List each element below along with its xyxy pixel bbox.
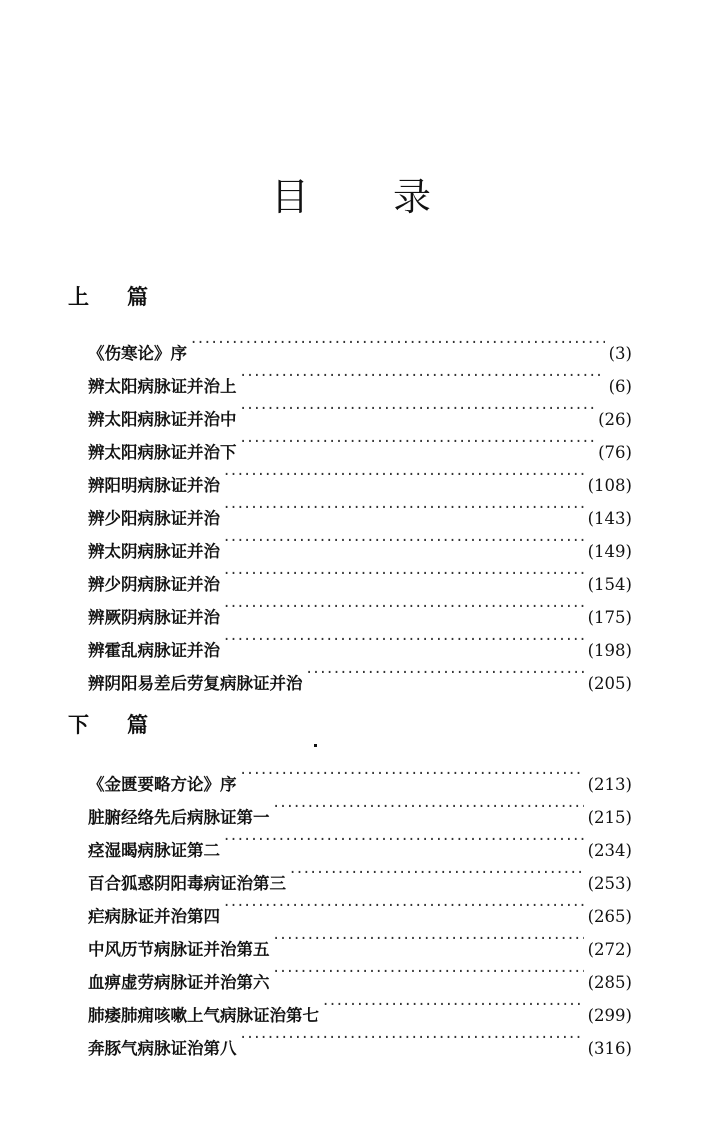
dot-leader	[191, 326, 605, 359]
section-heading-lower-part2: 篇	[127, 713, 148, 737]
dot-leader	[274, 922, 584, 955]
dot-leader	[224, 823, 584, 856]
section-heading-upper-part1: 上	[68, 285, 89, 309]
toc-entry-page: (213)	[587, 775, 632, 794]
toc-entry-label: 辨太阳病脉证并治上	[88, 377, 237, 396]
toc-entry-page: (272)	[587, 940, 632, 959]
toc-entry-page: (175)	[587, 608, 632, 627]
toc-entry-page: (205)	[587, 674, 632, 693]
toc-entry-page: (265)	[587, 907, 632, 926]
toc-entry-label: 奔豚气病脉证治第八	[88, 1039, 237, 1058]
toc-entry-page: (76)	[598, 443, 632, 462]
toc-entry-page: (299)	[587, 1006, 632, 1025]
dot-leader	[224, 458, 584, 491]
dot-leader	[307, 656, 584, 689]
section-heading-lower	[68, 712, 148, 738]
toc-list-upper	[88, 326, 632, 693]
toc-entry-label: 痉湿暍病脉证第二	[88, 841, 220, 860]
dot-leader	[224, 590, 584, 623]
toc-entry-label: 血痹虚劳病脉证并治第六	[88, 973, 270, 992]
dot-leader	[323, 988, 584, 1021]
toc-entry-page: (198)	[587, 641, 632, 660]
toc-entry-label: 《伤寒论》序	[88, 344, 187, 363]
toc-entry-label: 中风历节病脉证并治第五	[88, 940, 270, 959]
dot-leader	[224, 524, 584, 557]
dot-leader	[290, 856, 584, 889]
toc-entry-page: (253)	[587, 874, 632, 893]
dot-leader	[224, 889, 584, 922]
toc-entry-label: 辨阴阳易差后劳复病脉证并治	[88, 674, 303, 693]
dot-leader	[224, 491, 584, 524]
dot-leader	[224, 623, 584, 656]
dot-leader	[274, 955, 584, 988]
page-title-char-2: 录	[393, 175, 432, 219]
toc-entry-label: 辨太阳病脉证并治中	[88, 410, 237, 429]
toc-entry-page: (143)	[587, 509, 632, 528]
section-heading-upper-part2: 篇	[127, 285, 148, 309]
toc-entry-label: 脏腑经络先后病脉证第一	[88, 808, 270, 827]
page-title	[0, 172, 708, 222]
toc-entry-label: 辨阳明病脉证并治	[88, 476, 220, 495]
toc-entry-page: (285)	[587, 973, 632, 992]
toc-entry-page: (108)	[587, 476, 632, 495]
toc-list-lower	[88, 757, 632, 1058]
dot-leader	[241, 425, 595, 458]
toc-entry-page: (316)	[587, 1039, 632, 1058]
toc-entry-label: 辨少阴病脉证并治	[88, 575, 220, 594]
section-heading-lower-part1: 下	[68, 713, 89, 737]
toc-entry-label: 肺痿肺痈咳嗽上气病脉证治第七	[88, 1006, 319, 1025]
toc-entry-label: 辨太阳病脉证并治下	[88, 443, 237, 462]
dot-leader	[241, 359, 605, 392]
toc-entry-label: 辨太阴病脉证并治	[88, 542, 220, 561]
toc-entry-label: 百合狐惑阴阳毒病证治第三	[88, 874, 286, 893]
toc-entry-label: 辨厥阴病脉证并治	[88, 608, 220, 627]
toc-entry[interactable]	[88, 326, 632, 363]
toc-entry-page: (3)	[608, 344, 632, 363]
dot-leader	[274, 790, 584, 823]
dot-leader	[224, 557, 584, 590]
print-speck	[314, 744, 317, 747]
toc-entry-label: 辨少阳病脉证并治	[88, 509, 220, 528]
dot-leader	[241, 392, 595, 425]
page-title-char-1: 目	[270, 175, 309, 219]
toc-entry-label: 《金匮要略方论》序	[88, 775, 237, 794]
dot-leader	[241, 757, 584, 790]
toc-entry-label: 疟病脉证并治第四	[88, 907, 220, 926]
toc-entry-page: (6)	[608, 377, 632, 396]
toc-entry-page: (149)	[587, 542, 632, 561]
toc-entry-page: (215)	[587, 808, 632, 827]
toc-entry-label: 辨霍乱病脉证并治	[88, 641, 220, 660]
toc-entry-page: (154)	[587, 575, 632, 594]
toc-entry-page: (26)	[598, 410, 632, 429]
toc-entry-page: (234)	[587, 841, 632, 860]
toc-entry[interactable]	[88, 757, 632, 794]
section-heading-upper	[68, 284, 148, 310]
dot-leader	[241, 1021, 584, 1054]
